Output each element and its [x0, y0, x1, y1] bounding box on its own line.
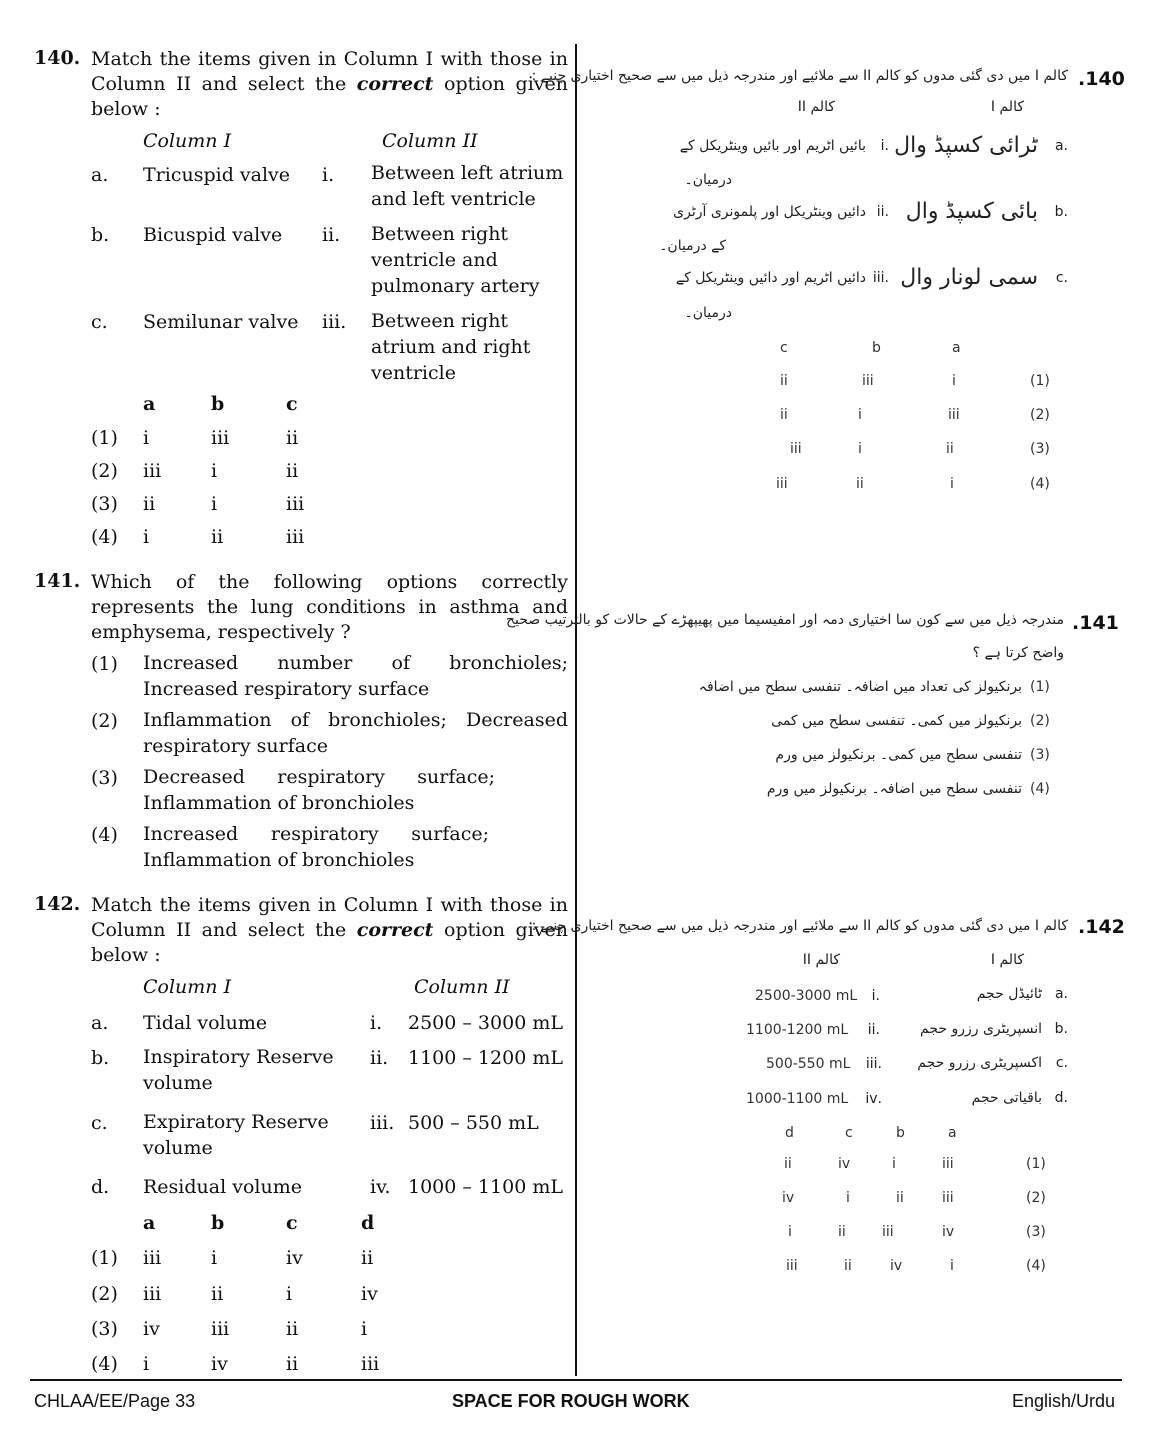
q140-option-2-num: (2) — [91, 460, 118, 482]
q140-option-4-c: iii — [286, 526, 305, 548]
urdu-q140-number: .140 — [1078, 68, 1125, 90]
urdu-q140-option-2-b: i — [858, 407, 862, 423]
urdu-q142-col2: کالم II — [802, 952, 840, 968]
q142-option-2-b: ii — [211, 1283, 224, 1305]
urdu-q140-header-a: a — [952, 340, 961, 356]
urdu-q142-header-b: b — [896, 1125, 905, 1141]
urdu-q140-row-c-ritem2: درمیان۔ — [684, 305, 732, 321]
urdu-q140-row-c-ritem: دائیں اٹریم اور دائیں وینٹریکل کے — [675, 270, 866, 286]
q140-option-4-b: ii — [211, 526, 224, 548]
q142-row-d-rkey: iv. — [370, 1176, 391, 1198]
q141-option-3-text: Decreased respiratory surface; Inflammation of bronchioles — [143, 766, 495, 814]
q141-option-4-text: Increased respiratory surface; Inflammation of bronchioles — [143, 823, 489, 871]
q142-row-c-ritem: 500 – 550 mL — [408, 1112, 539, 1134]
urdu-q140-header-b: b — [872, 340, 881, 356]
q140-stem-emphasis: correct — [356, 73, 434, 95]
urdu-q142-row-d-key: .d — [1054, 1090, 1068, 1106]
q140-option-1-c: ii — [286, 427, 299, 449]
urdu-q140-row-a-key: .a — [1054, 138, 1068, 154]
urdu-q142-row-c-ritem: 500-550 mL — [766, 1056, 851, 1072]
q140-row-c-ritem: Between right atrium and right ventricle — [371, 310, 531, 384]
q142-row-d-item: Residual volume — [143, 1176, 302, 1198]
q142-number: 142. — [34, 893, 81, 915]
q140-row-c-rkey: iii. — [322, 311, 347, 333]
q142-row-b-rkey: ii. — [370, 1047, 389, 1069]
urdu-q141-option-1-num: (1) — [1030, 679, 1050, 695]
urdu-q140-option-4-num: (4) — [1030, 476, 1050, 492]
q142-option-1-a: iii — [143, 1247, 162, 1269]
q140-row-a-ritem: Between left atrium and left ventricle — [371, 162, 564, 210]
urdu-q142-option-2-num: (2) — [1026, 1190, 1046, 1206]
q140-option-3-c: iii — [286, 493, 305, 515]
q142-option-2-a: iii — [143, 1283, 162, 1305]
urdu-q140-option-4-a: i — [950, 476, 954, 492]
urdu-q142-row-a-rkey: .i — [871, 988, 880, 1004]
urdu-q141-option-4-num: (4) — [1030, 781, 1050, 797]
urdu-q140-row-b-ritem: دائیں وینٹریکل اور پلمونری آرٹری — [673, 204, 866, 220]
q140-ans-header-b: b — [211, 393, 225, 415]
q142-row-d-key: d. — [91, 1176, 110, 1198]
q140-ans-header-a: a — [143, 393, 156, 415]
urdu-q141-option-4-text: تنفسی سطح میں اضافہ۔ برنکیولز میں ورم — [766, 781, 1022, 797]
q142-row-a-key: a. — [91, 1012, 109, 1034]
urdu-q140-option-1-c: ii — [780, 373, 788, 389]
q142-row-c-key: c. — [91, 1112, 108, 1134]
q140-stem-text-a: Match the items given in Column I with those in Column II and select the — [91, 48, 568, 95]
urdu-q140-option-2-num: (2) — [1030, 407, 1050, 423]
urdu-q140-row-a-ritem2: درمیان۔ — [684, 172, 732, 188]
urdu-q142-row-d-item: باقیاتی حجم — [971, 1090, 1042, 1106]
q140-option-4-a: i — [143, 526, 150, 548]
q142-ans-header-d: d — [361, 1212, 375, 1234]
q142-stem — [91, 893, 568, 968]
q140-option-1-a: i — [143, 427, 150, 449]
urdu-q142-number: .142 — [1078, 916, 1125, 938]
urdu-q142-row-d-rkey: .iv — [865, 1091, 882, 1107]
q140-option-1-num: (1) — [91, 427, 118, 449]
q140-option-3-num: (3) — [91, 493, 118, 515]
footer-language: English/Urdu — [1012, 1391, 1116, 1411]
q140-col1-header: Column I — [143, 130, 232, 152]
urdu-q142-row-b-key: .b — [1054, 1021, 1068, 1037]
urdu-q142-option-2-b: ii — [896, 1190, 904, 1206]
footer-rule — [30, 1379, 1122, 1381]
q142-option-2-c: i — [286, 1283, 293, 1305]
urdu-q142-option-1-c: iv — [838, 1156, 851, 1172]
urdu-q140-option-2-c: ii — [780, 407, 788, 423]
q142-option-4-b: iv — [211, 1353, 228, 1375]
q142-row-b-ritem: 1100 – 1200 mL — [408, 1047, 563, 1069]
q141-number: 141. — [34, 570, 81, 592]
urdu-q141-option-3-text: تنفسی سطح میں کمی۔ برنکیولز میں ورم — [775, 747, 1022, 763]
urdu-q141-option-2-text: برنکیولز میں کمی۔ تنفسی سطح میں کمی — [771, 713, 1022, 729]
q142-row-a-item: Tidal volume — [143, 1012, 268, 1034]
urdu-q141-option-3-num: (3) — [1030, 747, 1050, 763]
urdu-q140-option-3-b: i — [858, 441, 862, 457]
q142-option-3-d: i — [361, 1318, 368, 1340]
q142-ans-header-b: b — [211, 1212, 225, 1234]
urdu-q142-option-2-c: i — [846, 1190, 850, 1206]
q140-option-3-a: ii — [143, 493, 156, 515]
urdu-q142-option-3-c: ii — [838, 1224, 846, 1240]
urdu-q140-option-3-num: (3) — [1030, 441, 1050, 457]
urdu-q140-col1: کالم I — [990, 99, 1024, 115]
q142-ans-header-c: c — [286, 1212, 298, 1234]
urdu-q140-row-c-key: .c — [1055, 270, 1068, 286]
urdu-q142-option-3-b: iii — [882, 1224, 894, 1240]
urdu-q142-option-3-d: i — [788, 1224, 792, 1240]
urdu-q142-option-2-d: iv — [782, 1190, 795, 1206]
q141-option-2-num: (2) — [91, 710, 118, 732]
q142-stem-text-b: option given below : — [91, 919, 568, 966]
q142-row-a-rkey: i. — [370, 1012, 383, 1034]
q142-col1-header: Column I — [143, 976, 232, 998]
urdu-q142-row-d-ritem: 1000-1100 mL — [746, 1091, 849, 1107]
q142-stem-text-a: Match the items given in Column I with those in Column II and select the — [91, 894, 568, 941]
q140-stem-text-b: option given below : — [91, 73, 568, 120]
urdu-q142-header-d: d — [785, 1125, 794, 1141]
urdu-q140-option-2-a: iii — [948, 407, 960, 423]
q140-row-a-rkey: i. — [322, 164, 335, 186]
urdu-q142-option-1-a: iii — [942, 1156, 954, 1172]
urdu-q140-option-1-b: iii — [862, 373, 874, 389]
q142-option-4-c: ii — [286, 1353, 299, 1375]
urdu-q140-header-c: c — [780, 340, 788, 356]
urdu-q142-option-4-num: (4) — [1026, 1258, 1046, 1274]
urdu-q140-col2: کالم II — [797, 99, 835, 115]
q142-option-2-num: (2) — [91, 1283, 118, 1305]
urdu-q142-row-c-key: .c — [1055, 1055, 1068, 1071]
urdu-q142-row-c-rkey: .iii — [865, 1056, 882, 1072]
urdu-q141-option-1-text: برنکیولز کی تعداد میں اضافہ۔ تنفسی سطح میں اضافہ — [698, 679, 1022, 695]
q141-stem: Which of the following options correctly represents the lung conditions in asthma and emphysema, respectively ? — [91, 571, 568, 643]
urdu-q142-option-1-d: ii — [784, 1156, 792, 1172]
urdu-q140-row-a-rkey: .i — [880, 138, 889, 154]
urdu-q142-row-b-item: انسپریٹری رزرو حجم — [920, 1021, 1042, 1037]
footer-rough-work: SPACE FOR ROUGH WORK — [452, 1391, 690, 1411]
urdu-q140-stem: کالم I میں دی گئی مدوں کو کالم II سے ملائیے اور مندرجہ ذیل میں سے صحیح اختیاری چنیے : — [531, 68, 1068, 84]
urdu-q140-row-c-rkey: .iii — [872, 270, 889, 286]
q140-row-a-key: a. — [91, 164, 109, 186]
q140-row-c-item: Semilunar valve — [143, 311, 299, 333]
q142-option-4-d: iii — [361, 1353, 380, 1375]
q142-row-a-ritem: 2500 – 3000 mL — [408, 1012, 563, 1034]
q142-option-4-a: i — [143, 1353, 150, 1375]
q142-option-3-b: iii — [211, 1318, 230, 1340]
q140-option-2-a: iii — [143, 460, 162, 482]
urdu-q142-row-a-ritem: 2500-3000 mL — [755, 988, 858, 1004]
urdu-q140-row-c-item: سمی لونار وال — [900, 265, 1038, 290]
q141-option-2-text: Inflammation of bronchioles; Decreased respiratory surface — [143, 709, 568, 757]
q142-option-1-b: i — [211, 1247, 218, 1269]
q142-option-1-d: ii — [361, 1247, 374, 1269]
urdu-q142-option-3-num: (3) — [1026, 1224, 1046, 1240]
q142-option-3-a: iv — [143, 1318, 160, 1340]
q140-stem — [91, 47, 568, 122]
q141-option-1-num: (1) — [91, 653, 118, 675]
urdu-q140-option-1-num: (1) — [1030, 373, 1050, 389]
q141-option-1-text: Increased number of bronchioles; Increased respiratory surface — [143, 652, 568, 700]
urdu-q140-row-b-ritem2: کے درمیان۔ — [659, 238, 726, 254]
urdu-q142-option-4-c: ii — [844, 1258, 852, 1274]
urdu-q140-option-3-c: iii — [790, 441, 802, 457]
q142-row-d-ritem: 1000 – 1100 mL — [408, 1176, 563, 1198]
q140-row-b-rkey: ii. — [322, 224, 341, 246]
q140-option-1-b: iii — [211, 427, 230, 449]
urdu-q141-stem-1: مندرجہ ذیل میں سے کون سا اختیاری دمہ اور امفیسیما میں پھیپھڑے کے حالات کو بالترتیب صحیح — [505, 612, 1064, 628]
urdu-q141-option-2-num: (2) — [1030, 713, 1050, 729]
q142-col2-header: Column II — [414, 976, 510, 998]
urdu-q142-option-1-num: (1) — [1026, 1156, 1046, 1172]
q142-option-2-d: iv — [361, 1283, 378, 1305]
urdu-q140-option-4-c: iii — [776, 476, 788, 492]
q140-option-3-b: i — [211, 493, 218, 515]
urdu-q140-row-a-ritem: بائیں اٹریم اور بائیں وینٹریکل کے — [679, 138, 866, 154]
q142-option-3-c: ii — [286, 1318, 299, 1340]
q142-option-4-num: (4) — [91, 1353, 118, 1375]
urdu-q142-row-a-key: .a — [1054, 986, 1068, 1002]
urdu-q142-option-4-a: i — [950, 1258, 954, 1274]
urdu-q140-option-3-a: ii — [946, 441, 954, 457]
q140-option-2-b: i — [211, 460, 218, 482]
footer-page-code: CHLAA/EE/Page 33 — [34, 1391, 196, 1411]
q140-option-2-c: ii — [286, 460, 299, 482]
q140-row-c-key: c. — [91, 311, 108, 333]
urdu-q142-header-c: c — [845, 1125, 853, 1141]
urdu-q141-number: .141 — [1072, 612, 1119, 634]
q140-row-b-item: Bicuspid valve — [143, 224, 283, 246]
q141-option-3-num: (3) — [91, 767, 118, 789]
urdu-q142-option-4-d: iii — [786, 1258, 798, 1274]
urdu-q140-row-a-item: ٹرائی کسپڈ وال — [894, 133, 1038, 158]
q142-row-c-item: Expiratory Reserve volume — [143, 1111, 329, 1159]
urdu-q142-row-c-item: اکسپریٹری رزرو حجم — [917, 1055, 1042, 1071]
urdu-q142-option-3-a: iv — [942, 1224, 955, 1240]
q142-row-b-key: b. — [91, 1047, 110, 1069]
urdu-q142-row-b-ritem: 1100-1200 mL — [746, 1022, 849, 1038]
urdu-q142-row-b-rkey: .ii — [867, 1022, 880, 1038]
q142-option-1-c: iv — [286, 1247, 303, 1269]
urdu-q142-header-a: a — [948, 1125, 957, 1141]
q142-row-b-item: Inspiratory Reserve volume — [143, 1046, 334, 1094]
q140-ans-header-c: c — [286, 393, 298, 415]
urdu-q140-option-4-b: ii — [856, 476, 864, 492]
urdu-q140-row-b-rkey: .ii — [876, 204, 889, 220]
q140-row-b-key: b. — [91, 224, 110, 246]
q140-option-4-num: (4) — [91, 526, 118, 548]
urdu-q142-col1: کالم I — [990, 952, 1024, 968]
urdu-q140-row-b-key: .b — [1054, 204, 1068, 220]
q140-row-b-ritem: Between right ventricle and pulmonary artery — [371, 223, 540, 297]
urdu-q141-stem-2: واضح کرتا ہے ؟ — [972, 645, 1064, 661]
urdu-q142-option-1-b: i — [892, 1156, 896, 1172]
q142-stem-emphasis: correct — [356, 919, 434, 941]
urdu-q142-option-4-b: iv — [890, 1258, 903, 1274]
urdu-q142-stem: کالم I میں دی گئی مدوں کو کالم II سے ملائیے اور مندرجہ ذیل میں سے صحیح اختیاری چنیے : — [531, 918, 1068, 934]
q140-number: 140. — [34, 47, 81, 69]
q140-col2-header: Column II — [382, 130, 478, 152]
column-divider — [575, 44, 577, 1376]
urdu-q142-row-a-item: ٹائیڈل حجم — [976, 986, 1042, 1002]
urdu-q140-option-1-a: i — [952, 373, 956, 389]
q142-row-c-rkey: iii. — [370, 1112, 395, 1134]
q142-option-1-num: (1) — [91, 1247, 118, 1269]
urdu-q140-row-b-item: بائی کسپڈ وال — [905, 199, 1038, 224]
q141-option-4-num: (4) — [91, 824, 118, 846]
q140-row-a-item: Tricuspid valve — [143, 164, 291, 186]
urdu-q142-option-2-a: iii — [942, 1190, 954, 1206]
q142-ans-header-a: a — [143, 1212, 156, 1234]
q142-option-3-num: (3) — [91, 1318, 118, 1340]
